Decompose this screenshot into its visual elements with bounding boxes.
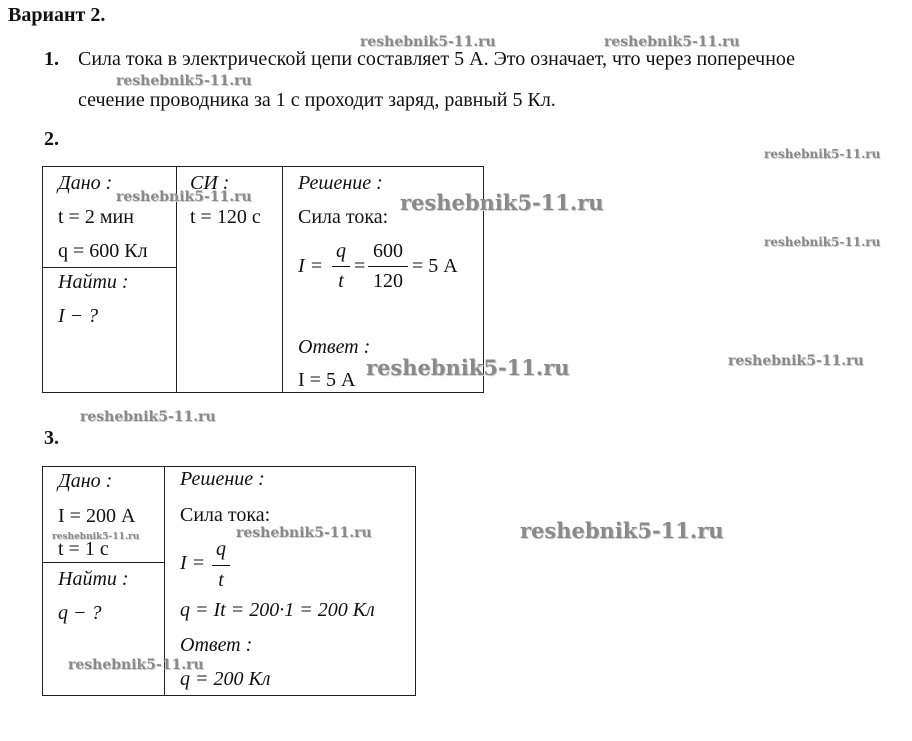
task3-given-label: Дано : [58, 470, 113, 492]
task2-formula-lhs: I = [298, 255, 324, 277]
task2-divider-h [42, 267, 177, 268]
task2-find-value: I − ? [58, 305, 99, 327]
task3-solution-text: Сила тока: [180, 504, 271, 526]
watermark: reshebnik5-11.ru [400, 190, 604, 215]
watermark: reshebnik5-11.ru [52, 532, 140, 542]
task3-given-I: I = 200 А [58, 505, 136, 527]
watermark: reshebnik5-11.ru [764, 147, 881, 161]
task3-divider-h [42, 562, 165, 563]
task2-solution-text: Сила тока: [298, 206, 389, 228]
task2-number: 2. [44, 128, 59, 150]
watermark: reshebnik5-11.ru [116, 73, 252, 89]
watermark: reshebnik5-11.ru [68, 657, 204, 673]
task2-frac1-den: t [338, 270, 344, 292]
task2-fraction-q-t [332, 240, 350, 292]
task1-text-line2: сечение проводника за 1 с проходит заряд, равный 5 Кл. [78, 89, 556, 111]
watermark: reshebnik5-11.ru [764, 235, 881, 249]
watermark: reshebnik5-11.ru [728, 353, 864, 369]
task2-formula-result: = 5 А [412, 255, 458, 277]
task2-eq-sign: = [354, 255, 366, 277]
task2-given-t: t = 2 мин [58, 206, 134, 228]
task2-si-t: t = 120 с [190, 206, 261, 228]
task2-divider-2 [282, 166, 283, 393]
task2-frac2-num: 600 [373, 240, 403, 262]
task2-solution-label: Решение : [298, 172, 383, 194]
task3-formula-lhs: I = [180, 552, 206, 574]
watermark: reshebnik5-11.ru [360, 34, 496, 50]
task1-number: 1. [44, 48, 59, 70]
task3-frac-den: t [218, 569, 224, 591]
task2-si-label: СИ : [190, 172, 230, 194]
task3-number: 3. [44, 427, 59, 449]
task3-frac-num: q [216, 538, 226, 560]
task2-find-label: Найти : [58, 271, 129, 293]
task2-answer-value: I = 5 А [298, 369, 356, 391]
watermark: reshebnik5-11.ru [116, 189, 252, 205]
task3-find-label: Найти : [58, 568, 129, 590]
fraction-bar [332, 266, 350, 267]
task3-answer-label: Ответ : [180, 634, 253, 656]
task3-given-t: t = 1 с [58, 538, 109, 560]
watermark: reshebnik5-11.ru [80, 409, 216, 425]
task2-given-q: q = 600 Кл [58, 240, 148, 262]
task2-frac1-num: q [336, 240, 346, 262]
task3-solution-label: Решение : [180, 468, 265, 490]
task3-fraction-q-t [212, 538, 230, 592]
watermark: reshebnik5-11.ru [520, 518, 724, 543]
task2-frac2-den: 120 [373, 270, 403, 292]
watermark: reshebnik5-11.ru [366, 355, 570, 380]
watermark: reshebnik5-11.ru [236, 525, 372, 541]
task3-formula2: q = It = 200·1 = 200 Кл [180, 599, 375, 621]
task2-given-label: Дано : [58, 172, 113, 194]
task2-fraction-numbers [368, 240, 408, 292]
task1-text-line1: Сила тока в электрической цепи составляет 5 А. Это означает, что через поперечное [78, 48, 796, 70]
task2-answer-label: Ответ : [298, 336, 371, 358]
task3-answer-value: q = 200 Кл [180, 668, 271, 690]
page-title: Вариант 2. [8, 4, 106, 26]
task3-find-value: q − ? [58, 602, 102, 624]
watermark: reshebnik5-11.ru [604, 34, 740, 50]
fraction-bar [212, 565, 230, 566]
fraction-bar [368, 266, 408, 267]
